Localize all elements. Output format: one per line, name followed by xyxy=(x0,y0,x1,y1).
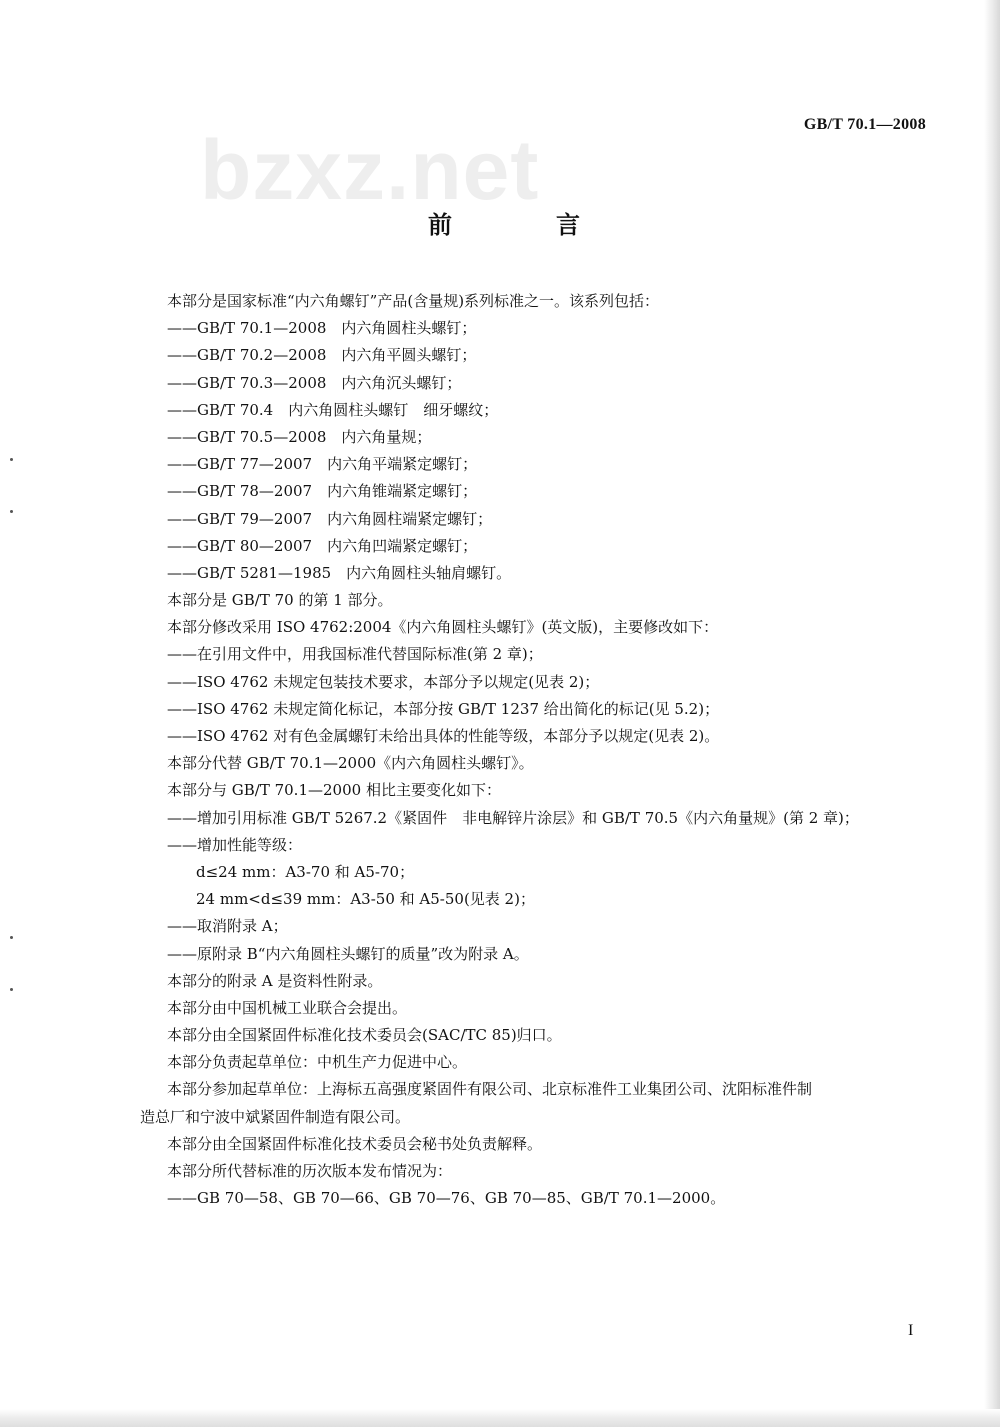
preface-title: 前 言 xyxy=(428,211,620,239)
page-number: I xyxy=(908,1322,914,1339)
list-item: ——ISO 4762 未规定包装技术要求，本部分予以规定(见表 2)； xyxy=(167,672,600,691)
paragraph-line: 本部分参加起草单位：上海标五高强度紧固件有限公司、北京标准件工业集团公司、沈阳标准件制 xyxy=(167,1080,813,1099)
scan-mark xyxy=(10,936,13,939)
paragraph-line: 本部分的附录 A 是资料性附录。 xyxy=(167,971,383,990)
sub-item: 24 mm<d≤39 mm：A3-50 和 A5-50(见表 2)； xyxy=(196,890,535,909)
list-item: ——增加引用标准 GB/T 5267.2《紧固件 非电解锌片涂层》和 GB/T 70.5《内六角量规》(第 2 章)； xyxy=(167,808,859,827)
paragraph-line: 本部分是 GB/T 70 的第 1 部分。 xyxy=(167,591,393,610)
list-item: ——取消附录 A； xyxy=(167,917,288,936)
list-item: ——GB/T 79—2007 内六角圆柱端紧定螺钉； xyxy=(167,509,493,528)
list-item: ——在引用文件中，用我国标准代替国际标准(第 2 章)； xyxy=(167,645,543,664)
paragraph-line: 造总厂和宁波中斌紧固件制造有限公司。 xyxy=(140,1107,411,1126)
watermark: bzxz.net xyxy=(200,123,540,217)
list-item: ——GB/T 70.2—2008 内六角平圆头螺钉； xyxy=(167,346,477,365)
paragraph-line: 本部分由全国紧固件标准化技术委员会(SAC/TC 85)归口。 xyxy=(167,1026,562,1045)
list-item: ——GB/T 77—2007 内六角平端紧定螺钉； xyxy=(167,455,478,474)
list-item: ——原附录 B“内六角圆柱头螺钉的质量”改为附录 A。 xyxy=(167,944,529,963)
paragraph-line: 本部分由全国紧固件标准化技术委员会秘书处负责解释。 xyxy=(167,1134,543,1153)
paragraph-line: 本部分由中国机械工业联合会提出。 xyxy=(167,998,408,1017)
paragraph-line: 本部分是国家标准“内六角螺钉”产品(含量规)系列标准之一。该系列包括： xyxy=(167,292,660,310)
scan-mark xyxy=(10,988,13,991)
sub-item: d≤24 mm：A3-70 和 A5-70； xyxy=(196,862,415,881)
list-item: ——GB/T 70.1—2008 内六角圆柱头螺钉； xyxy=(167,319,477,338)
list-item: ——增加性能等级： xyxy=(167,835,303,854)
page-edge-shadow xyxy=(984,0,1000,1427)
paragraph-line: 本部分所代替标准的历次版本发布情况为： xyxy=(167,1162,453,1180)
list-item: ——GB/T 80—2007 内六角凹端紧定螺钉； xyxy=(167,536,478,555)
list-item: ——GB/T 70.5—2008 内六角量规； xyxy=(167,427,432,446)
list-item: ——GB 70—58、GB 70—66、GB 70—76、GB 70—85、GB/T 70.1—2000。 xyxy=(167,1189,726,1208)
paragraph-line: 本部分与 GB/T 70.1—2000 相比主要变化如下： xyxy=(167,781,501,800)
preface-body xyxy=(140,288,940,1212)
paragraph-line: 本部分负责起草单位：中机生产力促进中心。 xyxy=(167,1053,468,1072)
standard-code-header: GB/T 70.1—2008 xyxy=(803,116,926,133)
paragraph-line: 本部分修改采用 ISO 4762:2004《内六角圆柱头螺钉》(英文版)，主要修改如下： xyxy=(167,618,719,637)
paragraph-line: 本部分代替 GB/T 70.1—2000《内六角圆柱头螺钉》。 xyxy=(167,754,534,773)
page-bottom-shadow xyxy=(0,1409,1000,1427)
scan-mark xyxy=(10,458,13,461)
list-item: ——GB/T 70.3—2008 内六角沉头螺钉； xyxy=(167,373,462,392)
list-item: ——ISO 4762 对有色金属螺钉未给出具体的性能等级，本部分予以规定(见表 2)。 xyxy=(167,727,720,745)
list-item: ——GB/T 5281—1985 内六角圆柱头轴肩螺钉。 xyxy=(167,563,512,582)
scan-mark xyxy=(10,510,13,513)
list-item: ——GB/T 78—2007 内六角锥端紧定螺钉； xyxy=(167,482,478,501)
list-item: ——GB/T 70.4 内六角圆柱头螺钉 细牙螺纹； xyxy=(167,400,499,419)
list-item: ——ISO 4762 未规定简化标记，本部分按 GB/T 1237 给出简化的标记(见 5.2)； xyxy=(167,699,720,718)
